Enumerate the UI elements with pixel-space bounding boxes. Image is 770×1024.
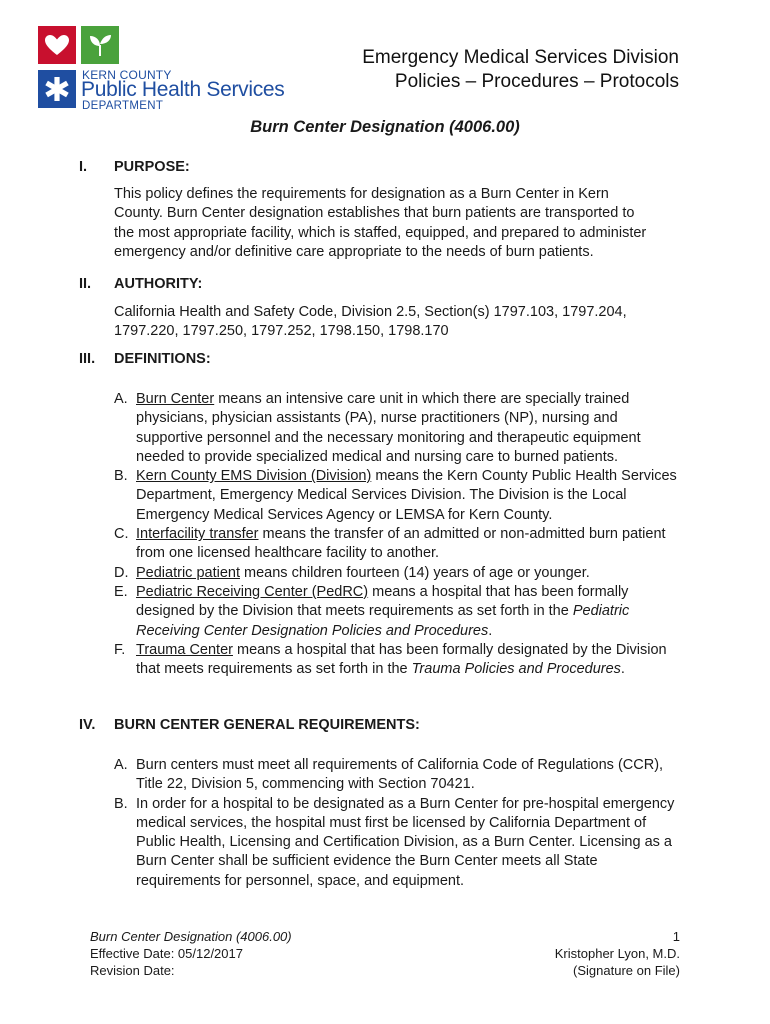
section-number-general: IV. (79, 717, 96, 733)
document-title: Burn Center Designation (4006.00) (250, 118, 520, 136)
section-heading-definitions: DEFINITIONS: (114, 351, 211, 367)
authority-line: California Health and Safety Code, Division 2.5, Section(s) 1797.103, 1797.204, (114, 304, 627, 320)
sprout-icon (81, 26, 119, 64)
footer-revision-date: Revision Date: (90, 963, 175, 978)
definition-item (114, 583, 682, 641)
division-header (362, 46, 679, 94)
footer-doc-name: Burn Center Designation (4006.00) (90, 929, 292, 944)
defined-term: Pediatric Receiving Center (PedRC) (136, 583, 369, 600)
purpose-line: This policy defines the requirements for designation as a Burn Center in Kern (114, 186, 609, 202)
authority-line: 1797.220, 1797.250, 1797.252, 1798.150, 1798.170 (114, 323, 449, 340)
item-marker: C. (114, 526, 129, 543)
item-marker: D. (114, 564, 129, 581)
definition-item (114, 390, 682, 467)
purpose-paragraph (114, 185, 682, 262)
definition-text: means a hospital that has been formally designed by the Division that meets requirements as set forth in the (136, 583, 629, 620)
defined-term: Interfacility transfer (136, 526, 259, 543)
requirements-list (114, 756, 682, 891)
requirement-text: In order for a hospital to be designated as a Burn Center for pre-hospital emergency medical services, the hospital must first be licensed by California Department of Public Health, Licensing and Certification Division, as a Burn Center. Licensing as a Burn Center shall be sufficient evidence the Burn Center meets all State requirements for personnel, space, and equipment. (136, 795, 675, 889)
definition-text: means a hospital that has been formally designated by the Division that meets requirements as set forth in the (136, 641, 667, 678)
definition-item (114, 564, 682, 583)
defined-term: Pediatric patient (136, 564, 240, 581)
definition-end: . (488, 622, 493, 639)
section-number-purpose: I. (79, 159, 88, 175)
logo-org-line2: Public Health Services (81, 78, 285, 101)
footer-right (555, 928, 680, 979)
definition-text: means children fourteen (14) years of age or younger. (239, 564, 590, 581)
definitions-list (114, 390, 682, 679)
kern-county-public-health-logo (38, 26, 285, 112)
definition-text: means the Kern County Public Health Services Department, Emergency Medical Services Division. The Division is the Local Emergency Medical Services Agency or LEMSA for Kern County. (136, 468, 677, 523)
item-marker: A. (114, 391, 128, 407)
header-line2: Policies – Procedures – Protocols (394, 71, 679, 92)
item-marker: E. (114, 583, 128, 600)
purpose-line: emergency and/or definitive care appropriate to the needs of burn patients. (114, 243, 594, 260)
footer-signature-note: (Signature on File) (573, 963, 680, 978)
definition-item (114, 525, 682, 564)
heart-icon (38, 26, 76, 64)
section-heading-purpose: PURPOSE: (114, 159, 190, 175)
section-number-authority: II. (79, 276, 92, 292)
definition-end: . (620, 661, 625, 678)
definition-item (114, 467, 682, 525)
definition-text: means the transfer of an admitted or non-admitted burn patient from one licensed healthcare facility to another. (136, 526, 666, 562)
defined-term: Burn Center (136, 391, 215, 407)
logo-org-line3: DEPARTMENT (82, 100, 164, 112)
header-line1: Emergency Medical Services Division (362, 47, 679, 68)
logo-org-line1: KERN COUNTY (82, 68, 172, 82)
item-marker: B. (114, 468, 128, 485)
defined-term: Trauma Center (136, 641, 233, 658)
defined-term: Kern County EMS Division (Division) (136, 468, 372, 485)
page-number: 1 (672, 929, 680, 944)
item-marker: F. (114, 641, 126, 658)
section-number-definitions: III. (79, 351, 96, 367)
requirement-item (114, 756, 682, 795)
authority-paragraph (114, 303, 682, 342)
item-marker: A. (114, 757, 128, 773)
item-marker: B. (114, 795, 128, 812)
footer-left (90, 928, 292, 979)
section-heading-general: BURN CENTER GENERAL REQUIREMENTS: (114, 717, 420, 733)
policy-reference: Trauma Policies and Procedures (411, 661, 621, 678)
star-of-life-icon (38, 70, 76, 108)
definition-text: means an intensive care unit in which there are specially trained physicians, physician assistants (PA), nurse practitioners (NP), nursing and supportive personnel and the necessary monitoring and therapeutic equipment needed to provide specialized medical and nursing care to burned patients. (136, 391, 641, 465)
section-heading-authority: AUTHORITY: (114, 276, 203, 292)
definition-item (114, 641, 682, 680)
purpose-line: County. Burn Center designation establishes that burn patients are transported to (114, 205, 635, 222)
requirement-item (114, 795, 682, 891)
footer-effective-date: Effective Date: 05/12/2017 (90, 946, 243, 961)
requirement-text: Burn centers must meet all requirements of California Code of Regulations (CCR), Title 22, Division 5, commencing with Section 70421. (136, 757, 664, 793)
policy-reference: Pediatric Receiving Center Designation Policies and Procedures (136, 603, 630, 639)
purpose-line: the most appropriate facility, which is staffed, equipped, and prepared to administer (114, 224, 647, 241)
footer-signer: Kristopher Lyon, M.D. (554, 946, 680, 961)
